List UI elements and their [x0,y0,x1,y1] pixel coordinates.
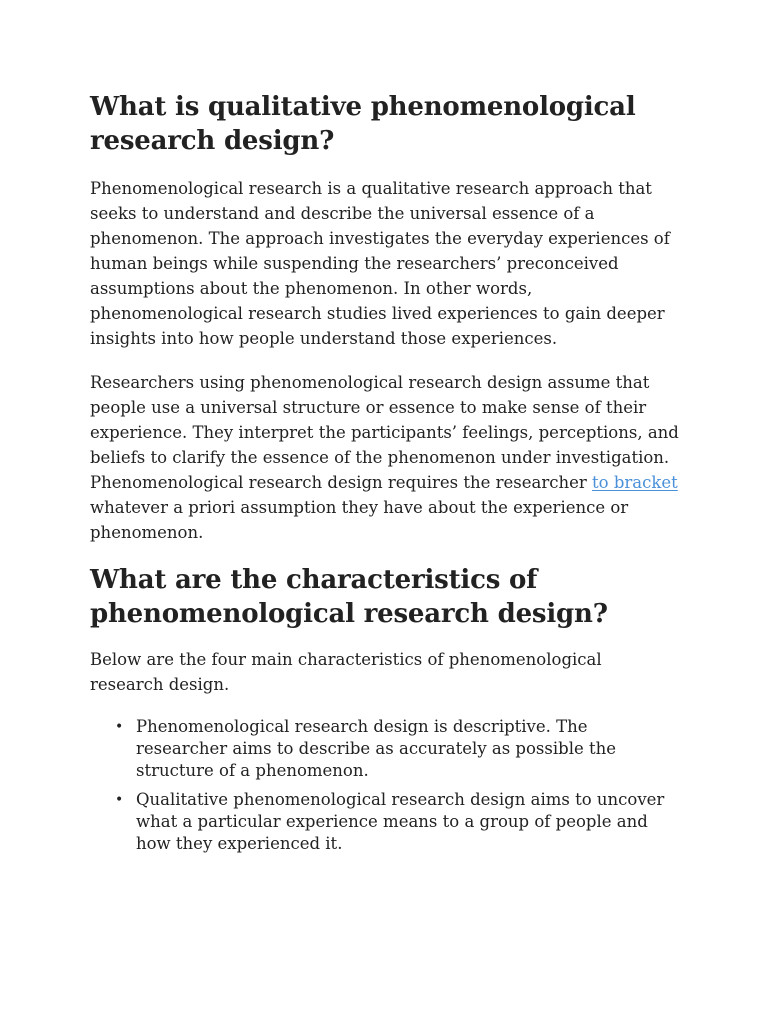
paragraph-assumptions-text: Researchers using phenomenological research design assume that people use a universal structure or essence to make sense of their experience. They interpret the participants’ feelings, perceptions, and beliefs to clarify the essence of the phenomenon under investigation. Phenomenological research design requires the researcher [90,373,679,492]
paragraph-characteristics-intro: Below are the four main characteristics of phenomenological research design. [90,650,602,694]
paragraph-definition: Phenomenological research is a qualitative research approach that seeks to understand and describe the universal essence of a phenomenon. The approach investigates the everyday experiences of human beings while suspending the researchers’ preconceived assumptions about the phenomenon. In other words, phenomenological research studies lived experiences to gain deeper insights into how people understand those experiences. [90,179,670,348]
paragraph-assumptions-text-end: whatever a priori assumption they have about the experience or phenomenon. [90,498,629,542]
characteristics-list [90,716,680,855]
list-item-text: Phenomenological research design is descriptive. The researcher aims to describe as accurately as possible the structure of a phenomenon. [136,717,617,780]
heading-what-is-phenomenological-design: What is qualitative phenomenological research design? [90,92,636,156]
bullet-icon: • [115,719,124,735]
heading-characteristics: What are the characteristics of phenomenological research design? [90,565,608,629]
paragraph-assumptions [90,370,680,545]
to-bracket-link[interactable]: to bracket [592,473,678,492]
bullet-icon: • [115,792,124,808]
article [90,90,680,862]
list-item [115,789,680,855]
list-item [115,716,680,782]
list-item-text: Qualitative phenomenological research design aims to uncover what a particular experience means to a group of people and how they experienced it. [136,790,665,853]
